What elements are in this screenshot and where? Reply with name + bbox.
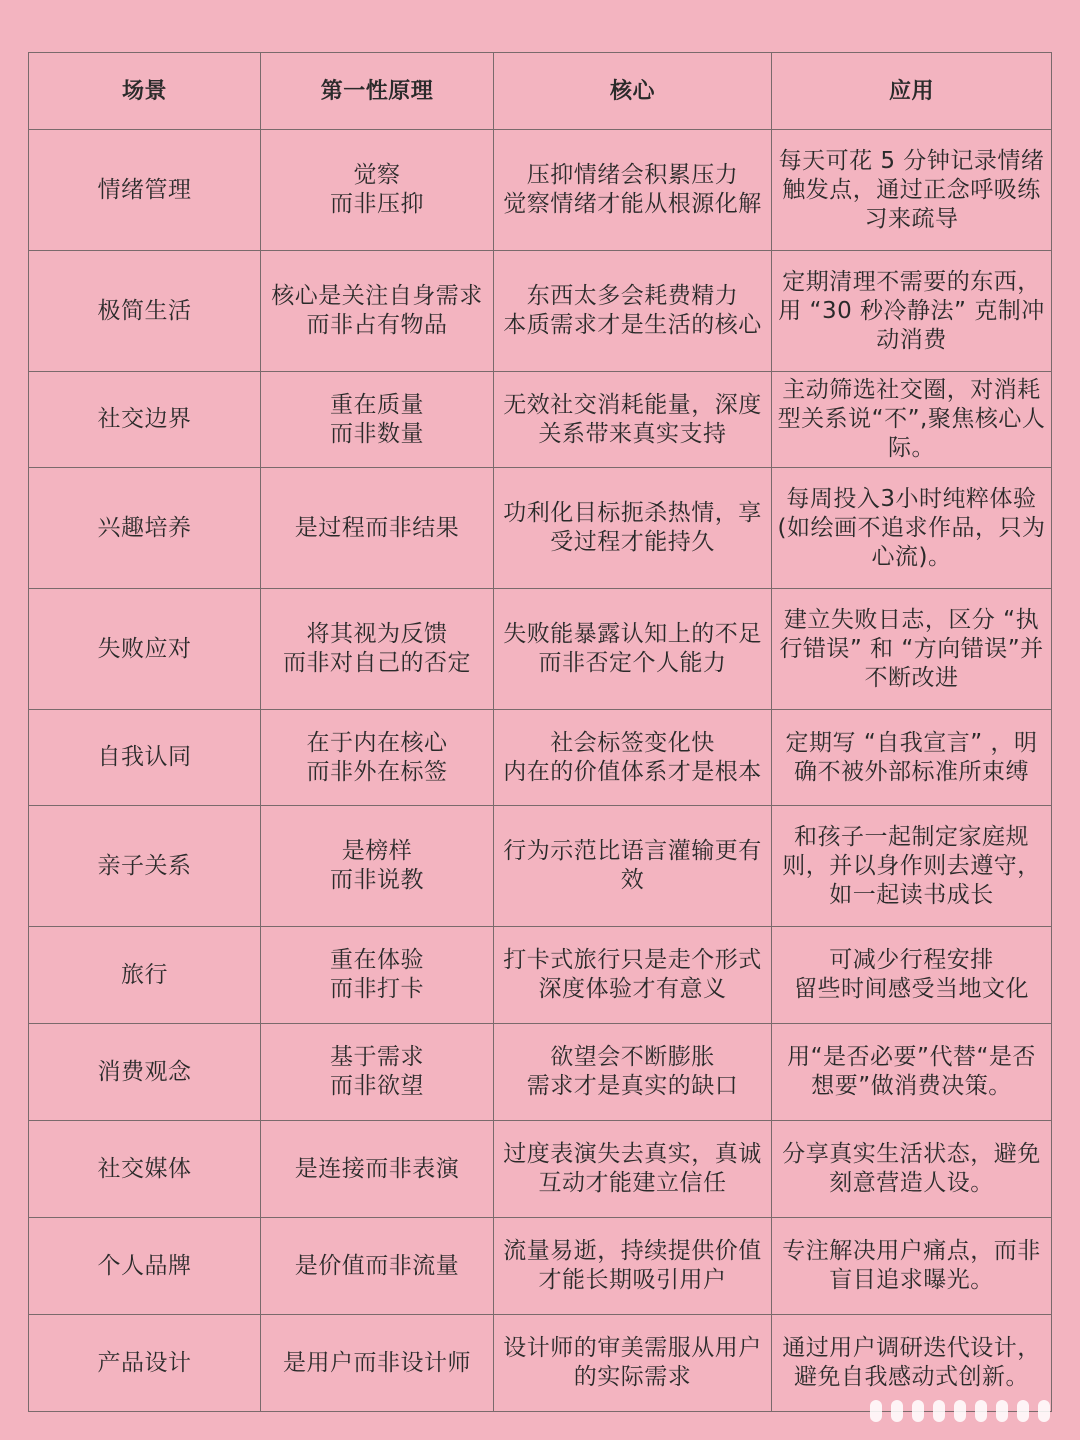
table-row (29, 1121, 1052, 1218)
cell-core: 行为示范比语言灌输更有效 (494, 806, 772, 927)
table-row (29, 927, 1052, 1024)
cell-core: 过度表演失去真实，真诚互动才能建立信任 (494, 1121, 772, 1218)
watermark-bar (870, 1400, 882, 1422)
cell-principle: 觉察 而非压抑 (261, 130, 494, 251)
cell-scene: 社交边界 (29, 372, 261, 468)
cell-application: 用“是否必要”代替“是否想要”做消费决策。 (772, 1024, 1052, 1121)
cell-application: 主动筛选社交圈，对消耗型关系说“不”,聚焦核心人际。 (772, 372, 1052, 468)
cell-principle: 基于需求 而非欲望 (261, 1024, 494, 1121)
cell-scene: 失败应对 (29, 589, 261, 710)
cell-principle: 在于内在核心 而非外在标签 (261, 710, 494, 806)
cell-core: 东西太多会耗费精力 本质需求才是生活的核心 (494, 251, 772, 372)
cell-application: 专注解决用户痛点，而非盲目追求曝光。 (772, 1218, 1052, 1315)
header-row (29, 53, 1052, 130)
watermark-bar (1038, 1400, 1050, 1422)
cell-application: 建立失败日志，区分 “执行错误” 和 “方向错误”并不断改进 (772, 589, 1052, 710)
cell-application: 分享真实生活状态，避免刻意营造人设。 (772, 1121, 1052, 1218)
cell-scene: 消费观念 (29, 1024, 261, 1121)
cell-principle: 是过程而非结果 (261, 468, 494, 589)
cell-principle: 重在体验 而非打卡 (261, 927, 494, 1024)
header-principle: 第一性原理 (261, 53, 494, 130)
watermark-bar (975, 1400, 987, 1422)
cell-application: 和孩子一起制定家庭规则，并以身作则去遵守，如一起读书成长 (772, 806, 1052, 927)
cell-core: 设计师的审美需服从用户的实际需求 (494, 1315, 772, 1412)
table-row (29, 372, 1052, 468)
cell-core: 社会标签变化快 内在的价值体系才是根本 (494, 710, 772, 806)
cell-application: 每周投入3小时纯粹体验(如绘画不追求作品，只为心流)。 (772, 468, 1052, 589)
table-row (29, 806, 1052, 927)
cell-core: 压抑情绪会积累压力 觉察情绪才能从根源化解 (494, 130, 772, 251)
watermark-bar (996, 1400, 1008, 1422)
table-row (29, 1218, 1052, 1315)
table-row (29, 589, 1052, 710)
table-row (29, 1024, 1052, 1121)
cell-scene: 兴趣培养 (29, 468, 261, 589)
cell-application: 定期写 “自我宣言” ，明确不被外部标准所束缚 (772, 710, 1052, 806)
cell-principle: 是榜样 而非说教 (261, 806, 494, 927)
table-row (29, 468, 1052, 589)
cell-principle: 是价值而非流量 (261, 1218, 494, 1315)
cell-core: 功利化目标扼杀热情，享受过程才能持久 (494, 468, 772, 589)
cell-core: 无效社交消耗能量，深度关系带来真实支持 (494, 372, 772, 468)
cell-core: 失败能暴露认知上的不足 而非否定个人能力 (494, 589, 772, 710)
watermark-bar (933, 1400, 945, 1422)
header-core: 核心 (494, 53, 772, 130)
table-row (29, 710, 1052, 806)
principles-table (28, 52, 1052, 1412)
cell-application: 可减少行程安排 留些时间感受当地文化 (772, 927, 1052, 1024)
watermark-bar (954, 1400, 966, 1422)
cell-principle: 是连接而非表演 (261, 1121, 494, 1218)
watermark-bar (912, 1400, 924, 1422)
table-row (29, 1315, 1052, 1412)
cell-core: 打卡式旅行只是走个形式 深度体验才有意义 (494, 927, 772, 1024)
cell-scene: 亲子关系 (29, 806, 261, 927)
table-body (29, 130, 1052, 1412)
watermark-bar (891, 1400, 903, 1422)
header-application: 应用 (772, 53, 1052, 130)
table-row (29, 251, 1052, 372)
cell-principle: 核心是关注自身需求 而非占有物品 (261, 251, 494, 372)
watermark-bars (870, 1400, 1050, 1422)
cell-scene: 社交媒体 (29, 1121, 261, 1218)
cell-core: 流量易逝，持续提供价值才能长期吸引用户 (494, 1218, 772, 1315)
table-row (29, 130, 1052, 251)
cell-scene: 情绪管理 (29, 130, 261, 251)
cell-application: 定期清理不需要的东西，用 “30 秒冷静法” 克制冲动消费 (772, 251, 1052, 372)
cell-scene: 产品设计 (29, 1315, 261, 1412)
cell-principle: 重在质量 而非数量 (261, 372, 494, 468)
cell-scene: 极简生活 (29, 251, 261, 372)
watermark-bar (1017, 1400, 1029, 1422)
cell-application: 通过用户调研迭代设计，避免自我感动式创新。 (772, 1315, 1052, 1412)
cell-scene: 旅行 (29, 927, 261, 1024)
header-scene: 场景 (29, 53, 261, 130)
cell-core: 欲望会不断膨胀 需求才是真实的缺口 (494, 1024, 772, 1121)
cell-principle: 是用户而非设计师 (261, 1315, 494, 1412)
cell-scene: 自我认同 (29, 710, 261, 806)
cell-principle: 将其视为反馈 而非对自己的否定 (261, 589, 494, 710)
cell-application: 每天可花 5 分钟记录情绪触发点，通过正念呼吸练习来疏导 (772, 130, 1052, 251)
table-header (29, 53, 1052, 130)
cell-scene: 个人品牌 (29, 1218, 261, 1315)
